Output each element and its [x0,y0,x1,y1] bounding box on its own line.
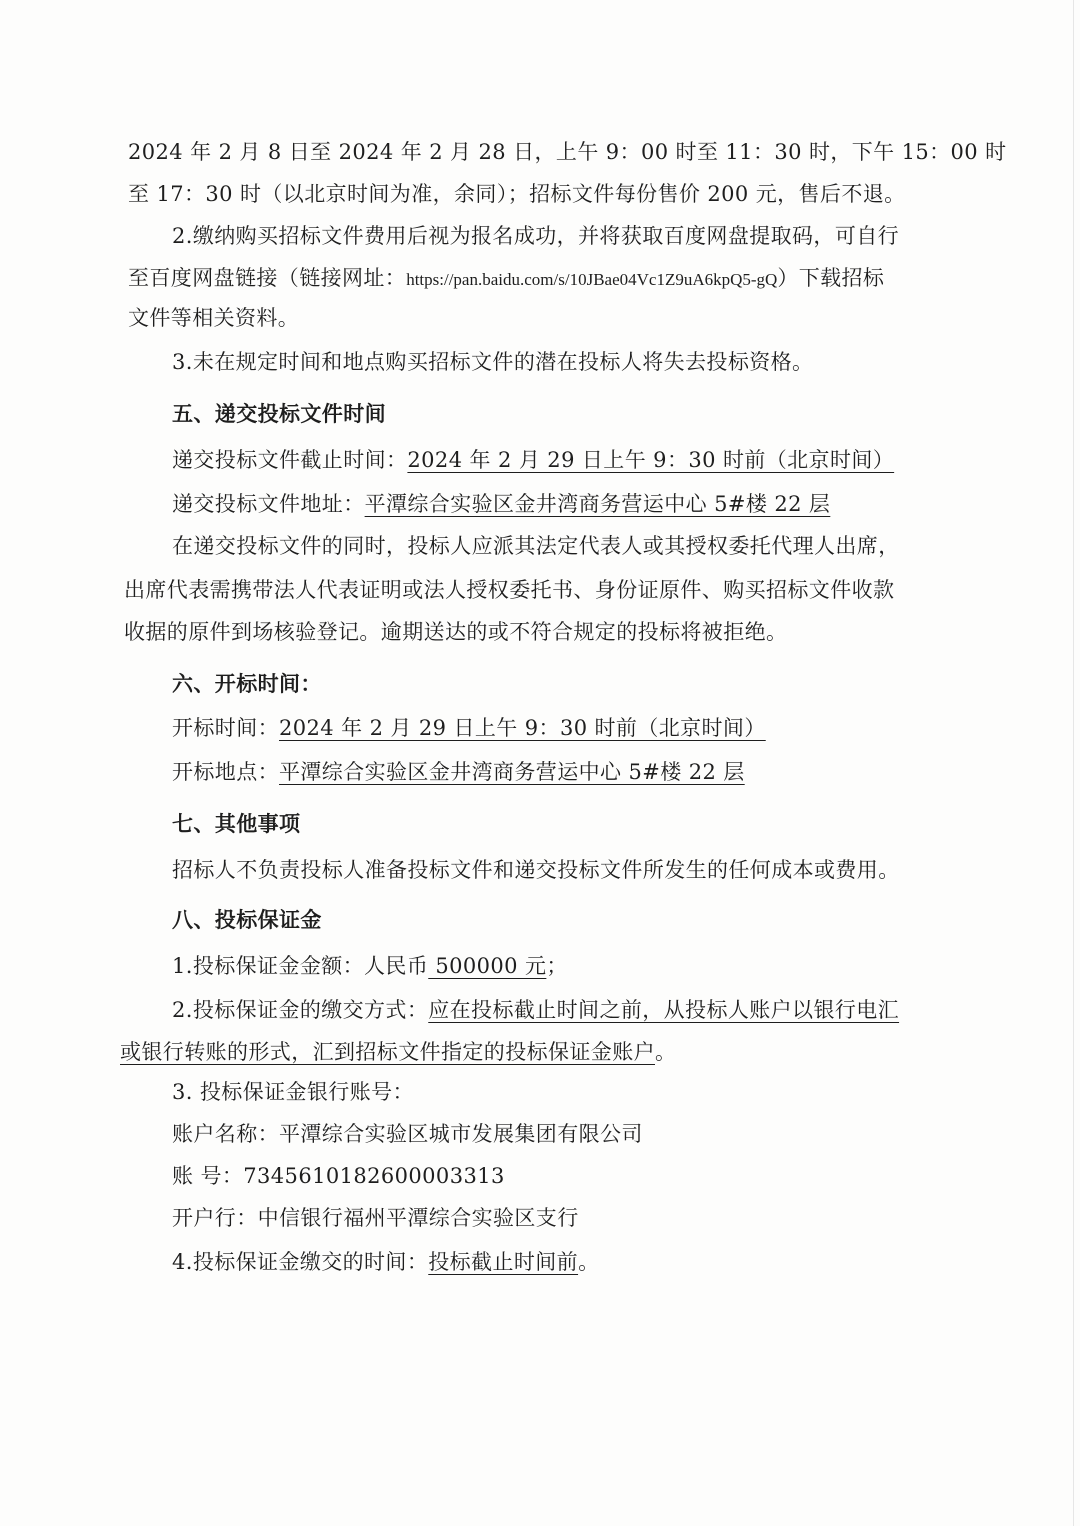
field-label: 递交投标文件地址： [172,492,365,516]
field-value: 2024 年 2 月 29 日上午 9：30 时前（北京时间） [279,716,766,740]
text-line [172,446,894,474]
field-label: 4.投标保证金缴交的时间： [172,1250,429,1274]
field-label: 开标时间： [172,716,279,740]
text-line: 招标人不负责投标人准备投标文件和递交投标文件所发生的任何成本或费用。 [172,858,900,882]
field-value: 应在投标截止时间之前，从投标人账户以银行电汇 [428,998,900,1022]
text-line: 账 号：7345610182600003313 [172,1164,505,1188]
text-line: 3.未在规定时间和地点购买招标文件的潜在投标人将失去投标资格。 [172,350,814,374]
text-line: 开户行：中信银行福州平潭综合实验区支行 [172,1206,579,1230]
field-label: 1.投标保证金金额：人民币 [172,954,429,978]
text-line: 收据的原件到场核验登记。逾期送达的或不符合规定的投标将被拒绝。 [124,620,788,644]
text-line: 至 17：30 时（以北京时间为准，余同）；招标文件每份售价 200 元，售后不退。 [128,182,906,206]
field-label: 递交投标文件截止时间： [172,448,408,472]
section-heading: 八、投标保证金 [172,907,322,932]
field-value: 投标截止时间前 [428,1250,579,1274]
section-heading: 五、递交投标文件时间 [172,401,386,426]
text-segment: ； [546,954,568,978]
field-label: 2.投标保证金的缴交方式： [172,998,429,1022]
field-value: 平潭综合实验区金井湾商务营运中心 5#楼 22 层 [364,492,831,516]
text-segment: 。 [655,1040,677,1064]
text-line: 2.缴纳购买招标文件费用后视为报名成功，并将获取百度网盘提取码，可自行 [172,224,900,248]
text-line: 账户名称：平潭综合实验区城市发展集团有限公司 [172,1122,643,1146]
text-line: 3. 投标保证金银行账号： [172,1080,414,1104]
text-line [120,1038,676,1066]
text-line: 2024 年 2 月 8 日至 2024 年 2 月 28 日，上午 9：00 时至 11：30 时，下午 15：00 时 [128,140,1007,164]
field-value: 平潭综合实验区金井湾商务营运中心 5#楼 22 层 [279,760,745,784]
text-line [172,758,745,786]
download-url: https://pan.baidu.com/s/10JBae04Vc1Z9uA6kpQ5-gQ [406,270,778,289]
text-line: 出席代表需携带法人代表证明或法人授权委托书、身份证原件、购买招标文件收款 [124,578,895,602]
text-line: 在递交投标文件的同时，投标人应派其法定代表人或其授权委托代理人出席， [172,534,900,558]
text-segment: 。 [578,1250,600,1274]
text-segment: ）下载招标 [777,266,885,290]
field-value: 或银行转账的形式，汇到招标文件指定的投标保证金账户 [120,1040,655,1064]
text-line [172,490,830,518]
text-line [128,264,884,294]
field-value: 500000 元 [428,954,547,978]
field-label: 开标地点： [172,760,279,784]
section-heading: 七、其他事项 [172,811,301,836]
text-line [172,714,766,742]
text-line [172,952,568,980]
section-heading: 六、开标时间： [172,671,322,696]
text-line [172,1248,599,1276]
scan-edge-line [1073,0,1074,1526]
text-segment: 至百度网盘链接（链接网址： [128,266,407,290]
text-line: 文件等相关资料。 [128,306,300,330]
text-line [172,996,899,1024]
field-value: 2024 年 2 月 29 日上午 9：30 时前（北京时间） [407,448,895,472]
